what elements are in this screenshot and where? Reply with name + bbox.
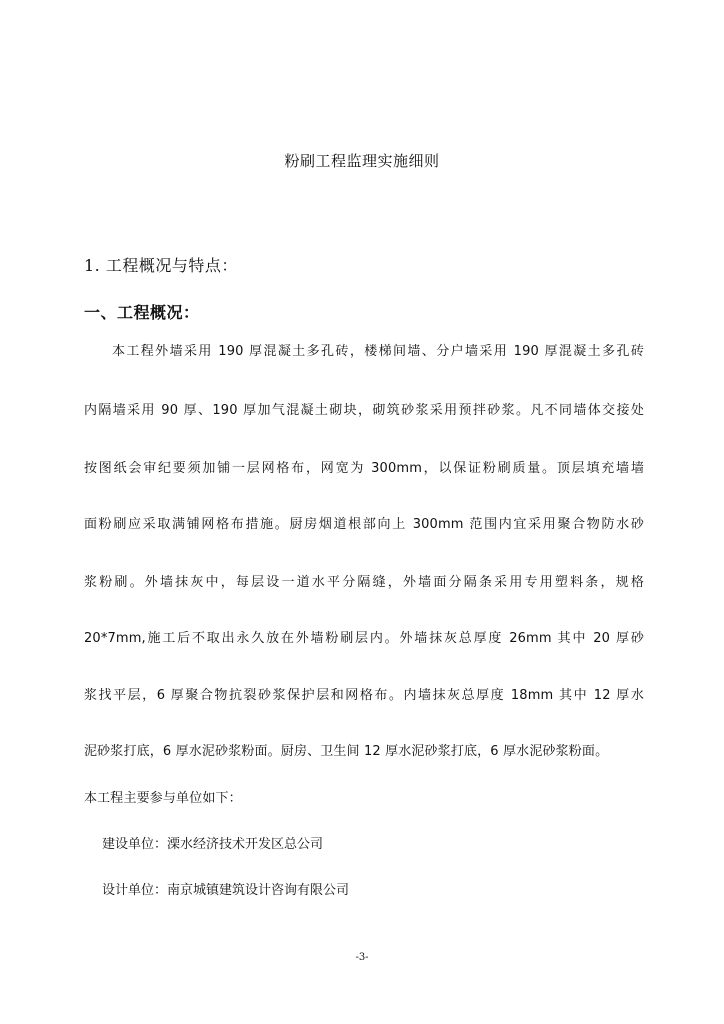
paragraph-line: 本工程外墙采用 190 厚混凝土多孔砖，楼梯间墙、分户墙采用 190 厚混凝土多孔砖: [112, 344, 644, 359]
page-number: -3-: [355, 952, 369, 963]
paragraph-line: 内隔墙采用 90 厚、190 厚加气混凝土砌块，砌筑砂浆采用预拌砂浆。凡不同墙体交接处: [84, 403, 644, 418]
paragraph-line: 浆粉刷。外墙抹灰中，每层设一道水平分隔缝，外墙面分隔条采用专用塑料条，规格: [84, 575, 644, 590]
document-title: 粉刷工程监理实施细则: [284, 152, 440, 170]
participant-item: 建设单位：溧水经济技术开发区总公司: [102, 837, 324, 852]
paragraph-line: 按图纸会审纪要须加铺一层网格布，网宽为 300mm，以保证粉刷质量。顶层填充墙墙: [84, 461, 644, 476]
participant-item: 设计单位：南京城镇建筑设计咨询有限公司: [102, 883, 350, 898]
paragraph-line: 泥砂浆打底，6 厚水泥砂浆粉面。厨房、卫生间 12 厚水泥砂浆打底，6 厚水泥砂浆粉面。: [84, 744, 609, 759]
section-title: 工程概况与特点：: [105, 256, 238, 275]
section-heading: [84, 253, 238, 276]
paragraph-line: 面粉刷应采取满铺网格布措施。厨房烟道根部向上 300mm 范围内宜采用聚合物防水砂: [84, 517, 644, 532]
paragraph-line: 浆找平层，6 厚聚合物抗裂砂浆保护层和网格布。内墙抹灰总厚度 18mm 其中 12 厚水: [84, 688, 644, 703]
participants-intro: 本工程主要参与单位如下：: [84, 791, 242, 806]
subsection-heading: 一、工程概况：: [84, 303, 200, 322]
paragraph-line: 20*7mm,施工后不取出永久放在外墙粉刷层内。外墙抹灰总厚度 26mm 其中 20 厚砂: [84, 631, 644, 646]
section-number: 1.: [84, 256, 101, 275]
